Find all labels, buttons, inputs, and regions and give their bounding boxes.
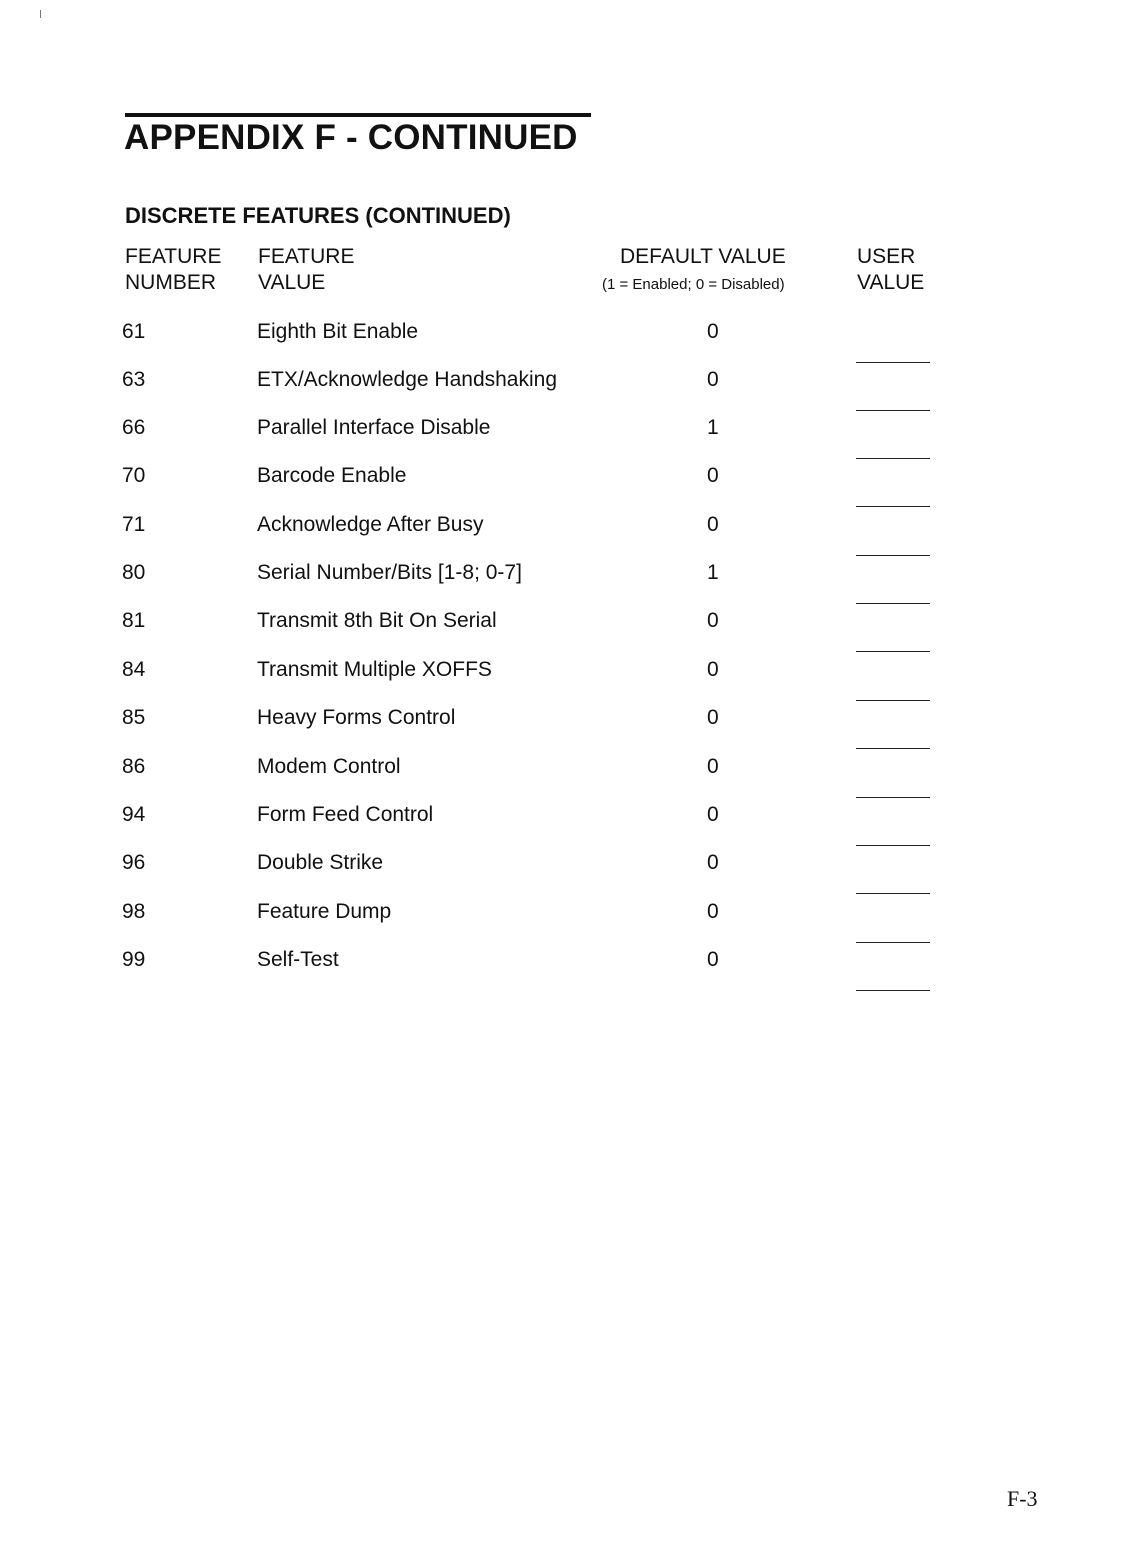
table-row [0, 368, 1137, 398]
table-row [0, 416, 1137, 446]
feature-number: 94 [122, 803, 146, 826]
table-row [0, 609, 1137, 639]
default-value: 0 [707, 513, 719, 536]
header-user-value-line1: USER [857, 245, 916, 268]
default-value: 0 [707, 320, 719, 343]
user-value-blank[interactable] [856, 825, 930, 846]
scan-mark [40, 10, 41, 18]
table-row [0, 320, 1137, 350]
user-value-blank[interactable] [856, 583, 930, 604]
header-feature-number-line1: FEATURE [125, 245, 222, 268]
feature-name: Acknowledge After Busy [257, 513, 484, 536]
default-value: 0 [707, 803, 719, 826]
feature-number: 84 [122, 658, 146, 681]
header-user-value-line2: VALUE [857, 271, 925, 294]
user-value-blank[interactable] [856, 438, 930, 459]
user-value-blank[interactable] [856, 922, 930, 943]
title-rule [125, 113, 591, 117]
feature-name: Double Strike [257, 851, 384, 874]
header-default-value: DEFAULT VALUE [620, 245, 786, 268]
table-row [0, 803, 1137, 833]
feature-number: 86 [122, 755, 146, 778]
feature-name: Self-Test [257, 948, 339, 971]
header-feature-value-line1: FEATURE [258, 245, 355, 268]
table-row [0, 755, 1137, 785]
default-value: 1 [707, 416, 719, 439]
default-value: 0 [707, 948, 719, 971]
table-row [0, 561, 1137, 591]
table-row [0, 464, 1137, 494]
section-title: DISCRETE FEATURES (CONTINUED) [125, 203, 511, 228]
feature-number: 98 [122, 900, 146, 923]
feature-name: Transmit 8th Bit On Serial [257, 609, 497, 632]
feature-name: Serial Number/Bits [1-8; 0-7] [257, 561, 522, 584]
feature-name: Heavy Forms Control [257, 706, 456, 729]
user-value-blank[interactable] [856, 873, 930, 894]
user-value-blank[interactable] [856, 486, 930, 507]
table-row [0, 658, 1137, 688]
feature-name: Transmit Multiple XOFFS [257, 658, 492, 681]
user-value-blank[interactable] [856, 631, 930, 652]
feature-number: 85 [122, 706, 146, 729]
table-row [0, 513, 1137, 543]
user-value-blank[interactable] [856, 970, 930, 991]
table-row [0, 851, 1137, 881]
default-value: 0 [707, 900, 719, 923]
header-feature-number-line2: NUMBER [125, 271, 217, 294]
feature-number: 63 [122, 368, 146, 391]
table-row [0, 948, 1137, 978]
feature-name: ETX/Acknowledge Handshaking [257, 368, 558, 391]
feature-number: 66 [122, 416, 146, 439]
default-value: 0 [707, 851, 719, 874]
feature-name: Feature Dump [257, 900, 392, 923]
default-value: 0 [707, 706, 719, 729]
feature-number: 96 [122, 851, 146, 874]
header-feature-value [258, 244, 354, 296]
feature-number: 61 [122, 320, 146, 343]
user-value-blank[interactable] [856, 777, 930, 798]
feature-name: Eighth Bit Enable [257, 320, 419, 343]
feature-number: 80 [122, 561, 146, 584]
default-value: 0 [707, 658, 719, 681]
feature-name: Modem Control [257, 755, 401, 778]
feature-name: Barcode Enable [257, 464, 407, 487]
feature-number: 81 [122, 609, 146, 632]
page-title: APPENDIX F - CONTINUED [124, 118, 578, 157]
default-value: 1 [707, 561, 719, 584]
feature-name: Form Feed Control [257, 803, 434, 826]
user-value-blank[interactable] [856, 680, 930, 701]
feature-number: 71 [122, 513, 146, 536]
user-value-blank[interactable] [856, 390, 930, 411]
default-value: 0 [707, 464, 719, 487]
default-value: 0 [707, 755, 719, 778]
feature-number: 99 [122, 948, 146, 971]
default-value: 0 [707, 368, 719, 391]
header-user-value [857, 244, 924, 296]
default-value: 0 [707, 609, 719, 632]
table-row [0, 900, 1137, 930]
page-number: F-3 [1007, 1486, 1038, 1511]
feature-name: Parallel Interface Disable [257, 416, 491, 439]
feature-number: 70 [122, 464, 146, 487]
user-value-blank[interactable] [856, 342, 930, 363]
header-feature-number [125, 244, 221, 296]
user-value-blank[interactable] [856, 535, 930, 556]
header-default-value-note: (1 = Enabled; 0 = Disabled) [602, 276, 785, 293]
user-value-blank[interactable] [856, 728, 930, 749]
table-row [0, 706, 1137, 736]
header-feature-value-line2: VALUE [258, 271, 326, 294]
